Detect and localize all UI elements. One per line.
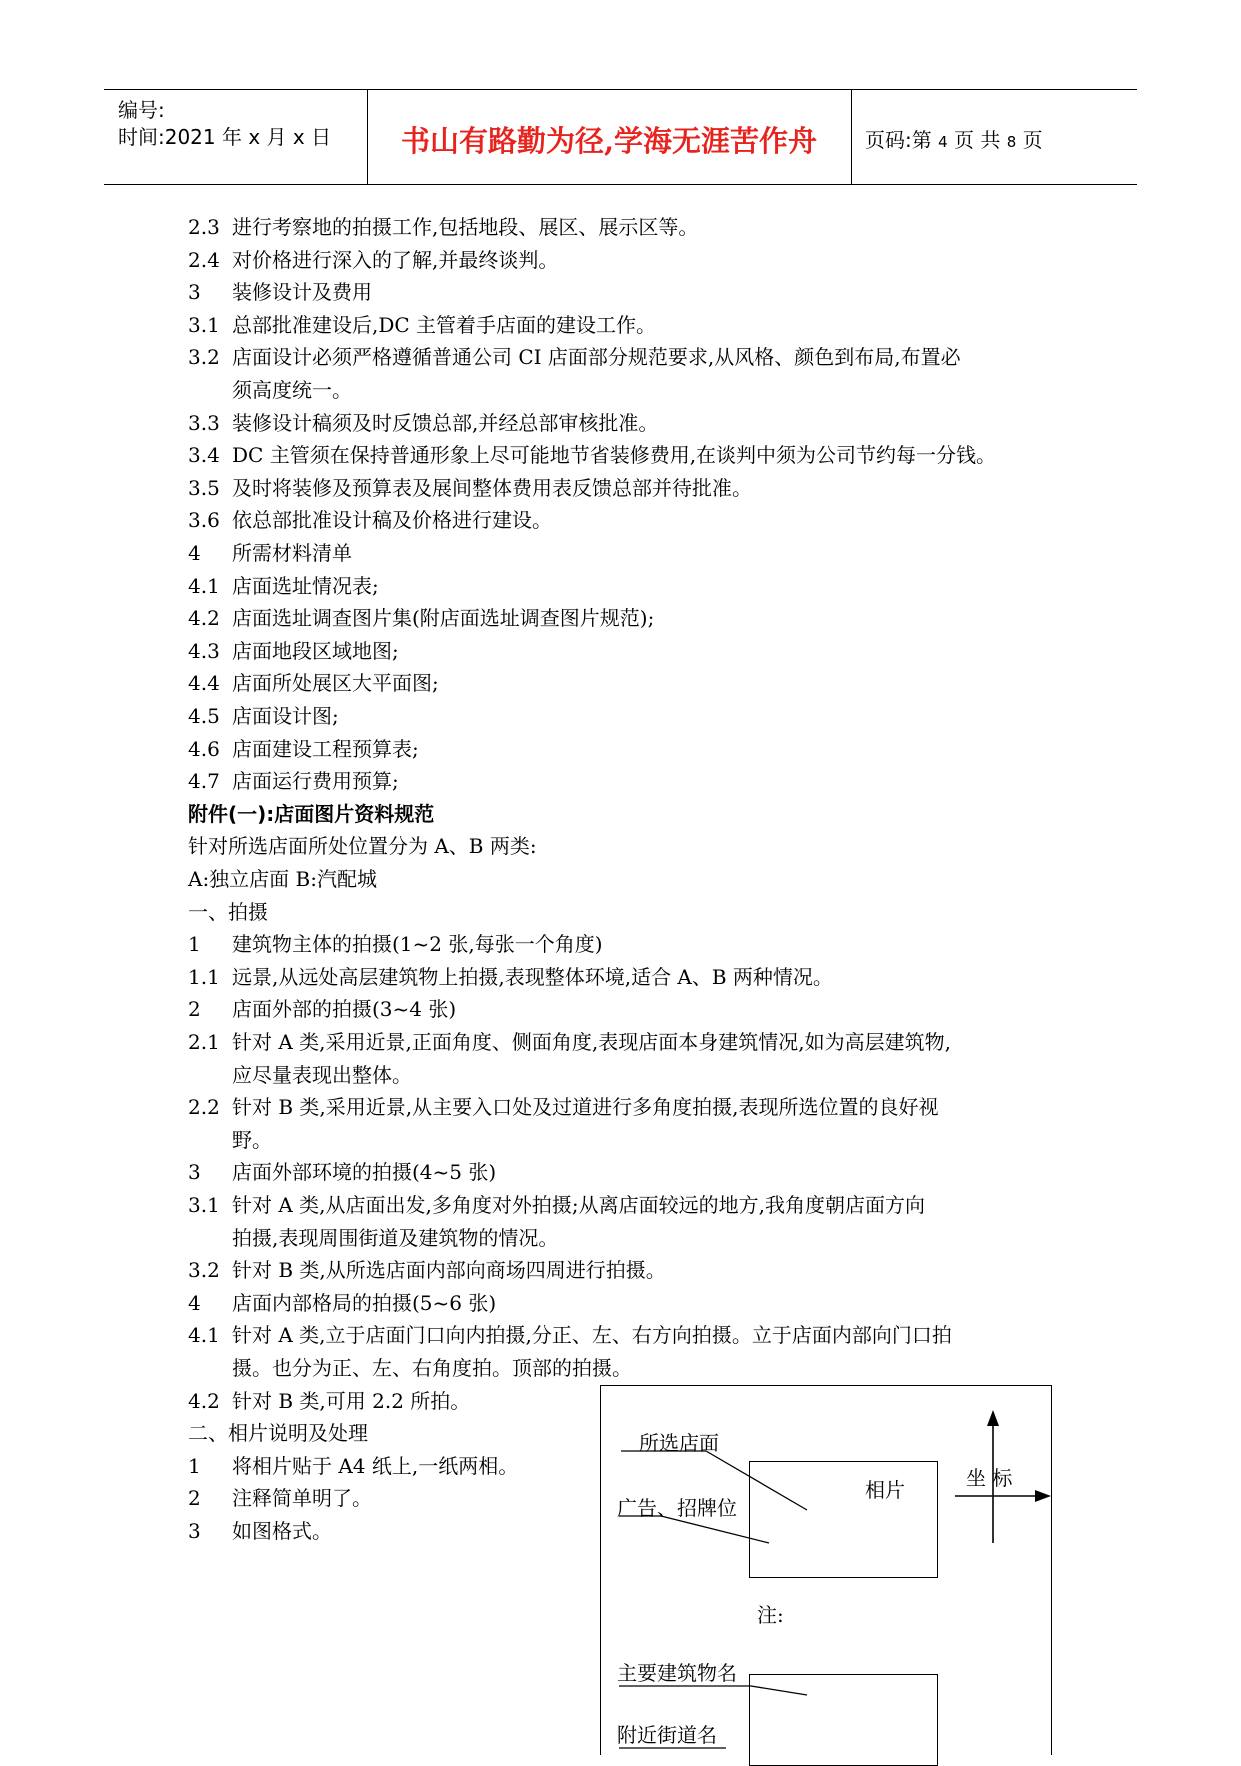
line-number: 4.1 bbox=[188, 1323, 220, 1347]
label-photo: 相片 bbox=[865, 1478, 905, 1502]
line-number: 2.3 bbox=[188, 215, 220, 239]
line-text: 店面设计必须严格遵循普通公司 CI 店面部分规范要求,从风格、颜色到布局,布置必 bbox=[232, 345, 961, 369]
line-text: 所需材料清单 bbox=[232, 541, 352, 565]
text-line bbox=[232, 1225, 558, 1251]
page-header bbox=[104, 89, 1137, 185]
text-line bbox=[232, 1062, 412, 1088]
photo-layout-diagram bbox=[600, 1385, 1052, 1755]
text-line bbox=[188, 638, 399, 664]
line-text: DC 主管须在保持普通形象上尽可能地节省装修费用,在谈判中须为公司节约每一分钱。 bbox=[232, 443, 997, 467]
line-text: 依总部批准设计稿及价格进行建设。 bbox=[232, 508, 552, 532]
line-text: 总部批准建设后,DC 主管着手店面的建设工作。 bbox=[232, 313, 657, 337]
line-text: 摄。也分为正、左、右角度拍。顶部的拍摄。 bbox=[232, 1356, 632, 1380]
text-line bbox=[188, 540, 352, 566]
line-text: 进行考察地的拍摄工作,包括地段、展区、展示区等。 bbox=[232, 215, 699, 239]
text-line bbox=[188, 605, 654, 631]
page-number bbox=[865, 124, 1043, 153]
text-line bbox=[188, 1257, 666, 1283]
line-number: 3.1 bbox=[188, 313, 220, 337]
line-number: 3 bbox=[188, 1519, 201, 1543]
header-motto-cell bbox=[367, 90, 852, 184]
text-line bbox=[188, 1322, 952, 1348]
line-number: 4 bbox=[188, 541, 201, 565]
page-current: 4 bbox=[938, 133, 948, 151]
line-text: 拍摄,表现周围街道及建筑物的情况。 bbox=[232, 1226, 559, 1250]
page-mid: 页 共 bbox=[954, 128, 1001, 152]
line-text: 建筑物主体的拍摄(1~2 张,每张一个角度) bbox=[232, 932, 603, 956]
label-ad-position: 广告、招牌位 bbox=[617, 1496, 737, 1520]
line-number: 4 bbox=[188, 1291, 201, 1315]
line-text: 及时将装修及预算表及展间整体费用表反馈总部并待批准。 bbox=[232, 476, 752, 500]
line-number: 2.4 bbox=[188, 248, 220, 272]
text-line bbox=[188, 475, 752, 501]
line-number: 4.2 bbox=[188, 606, 220, 630]
photo-frame-bottom bbox=[749, 1674, 938, 1766]
text-line bbox=[188, 1420, 368, 1446]
label-coordinate: 坐 标 bbox=[966, 1466, 1013, 1490]
line-number: 3.6 bbox=[188, 508, 220, 532]
text-line bbox=[232, 1127, 272, 1153]
line-text: 野。 bbox=[232, 1128, 272, 1152]
line-text: 应尽量表现出整体。 bbox=[232, 1063, 412, 1087]
photo-frame-top bbox=[749, 1461, 938, 1578]
line-text: 一、拍摄 bbox=[188, 900, 268, 924]
line-text: 店面外部的拍摄(3~4 张) bbox=[232, 997, 457, 1021]
line-number: 3 bbox=[188, 1160, 201, 1184]
line-number: 1 bbox=[188, 932, 201, 956]
line-text: 针对 A 类,从店面出发,多角度对外拍摄;从离店面较远的地方,我角度朝店面方向 bbox=[232, 1193, 925, 1217]
time-label: 时间:2021 年 x 月 x 日 bbox=[118, 125, 332, 149]
line-text: 店面内部格局的拍摄(5~6 张) bbox=[232, 1291, 497, 1315]
page-prefix: 页码:第 bbox=[865, 128, 932, 152]
text-line bbox=[188, 344, 961, 370]
line-number: 4.6 bbox=[188, 737, 220, 761]
text-line bbox=[188, 1518, 332, 1544]
line-text: 远景,从远处高层建筑物上拍摄,表现整体环境,适合 A、B 两种情况。 bbox=[232, 965, 833, 989]
text-line bbox=[188, 247, 558, 273]
text-line bbox=[188, 410, 658, 436]
label-selected-store: 所选店面 bbox=[639, 1431, 719, 1455]
text-line bbox=[188, 279, 372, 305]
text-line bbox=[188, 312, 656, 338]
page-total: 8 bbox=[1006, 133, 1017, 151]
line-number: 2.2 bbox=[188, 1095, 220, 1119]
line-text: 须高度统一。 bbox=[232, 378, 352, 402]
line-text: 店面所处展区大平面图; bbox=[232, 671, 439, 695]
label-nearby-street: 附近街道名 bbox=[617, 1723, 717, 1747]
text-line bbox=[188, 1192, 925, 1218]
text-line bbox=[188, 964, 833, 990]
motto-text: 书山有路勤为径,学海无涯苦作舟 bbox=[400, 124, 818, 158]
line-number: 2 bbox=[188, 997, 201, 1021]
line-text: 附件(一):店面图片资料规范 bbox=[188, 802, 435, 826]
label-note: 注: bbox=[757, 1603, 784, 1627]
line-number: 2.1 bbox=[188, 1030, 220, 1054]
line-text: 二、相片说明及处理 bbox=[188, 1421, 368, 1445]
line-number: 4.5 bbox=[188, 704, 220, 728]
line-text: 针对 B 类,可用 2.2 所拍。 bbox=[232, 1389, 471, 1413]
line-text: 店面运行费用预算; bbox=[232, 769, 399, 793]
text-line bbox=[188, 1029, 951, 1055]
text-line bbox=[188, 866, 377, 892]
line-number: 3.5 bbox=[188, 476, 220, 500]
line-text: 店面选址调查图片集(附店面选址调查图片规范); bbox=[232, 606, 655, 630]
text-line bbox=[188, 1453, 518, 1479]
line-number: 3 bbox=[188, 280, 201, 304]
line-number: 3.3 bbox=[188, 411, 220, 435]
line-number: 2 bbox=[188, 1486, 201, 1510]
line-text: 店面选址情况表; bbox=[232, 574, 379, 598]
page-suffix: 页 bbox=[1022, 128, 1043, 152]
line-number: 1 bbox=[188, 1454, 201, 1478]
text-line bbox=[188, 899, 268, 925]
text-line bbox=[188, 931, 603, 957]
line-text: 针对 A 类,采用近景,正面角度、侧面角度,表现店面本身建筑情况,如为高层建筑物, bbox=[232, 1030, 951, 1054]
text-line bbox=[232, 1355, 632, 1381]
header-meta-cell bbox=[104, 90, 368, 184]
text-line bbox=[188, 768, 399, 794]
line-text: 针对所选店面所处位置分为 A、B 两类: bbox=[188, 834, 537, 858]
line-number: 3.1 bbox=[188, 1193, 220, 1217]
line-text: 店面外部环境的拍摄(4~5 张) bbox=[232, 1160, 497, 1184]
line-text: 如图格式。 bbox=[232, 1519, 332, 1543]
line-number: 3.2 bbox=[188, 1258, 220, 1282]
line-text: 装修设计稿须及时反馈总部,并经总部审核批准。 bbox=[232, 411, 659, 435]
line-number: 1.1 bbox=[188, 965, 220, 989]
text-line bbox=[188, 736, 419, 762]
line-number: 4.3 bbox=[188, 639, 220, 663]
line-text: 针对 B 类,采用近景,从主要入口处及过道进行多角度拍摄,表现所选位置的良好视 bbox=[232, 1095, 939, 1119]
text-line bbox=[188, 1388, 470, 1414]
line-text: 针对 A 类,立于店面门口向内拍摄,分正、左、右方向拍摄。立于店面内部向门口拍 bbox=[232, 1323, 952, 1347]
text-line bbox=[188, 833, 537, 859]
text-line bbox=[188, 996, 456, 1022]
text-line bbox=[188, 670, 439, 696]
text-line bbox=[188, 507, 552, 533]
line-text: 店面地段区域地图; bbox=[232, 639, 399, 663]
text-line bbox=[188, 801, 434, 827]
arrow-right-icon bbox=[1035, 1490, 1051, 1502]
line-number: 4.1 bbox=[188, 574, 220, 598]
line-text: 装修设计及费用 bbox=[232, 280, 372, 304]
line-text: 对价格进行深入的了解,并最终谈判。 bbox=[232, 248, 559, 272]
line-number: 4.4 bbox=[188, 671, 220, 695]
line-text: 针对 B 类,从所选店面内部向商场四周进行拍摄。 bbox=[232, 1258, 666, 1282]
text-line bbox=[232, 377, 352, 403]
line-text: 注释简单明了。 bbox=[232, 1486, 372, 1510]
line-text: A:独立店面 B:汽配城 bbox=[188, 867, 377, 891]
line-text: 店面建设工程预算表; bbox=[232, 737, 419, 761]
line-number: 3.2 bbox=[188, 345, 220, 369]
header-page-cell bbox=[851, 90, 1137, 184]
text-line bbox=[188, 214, 698, 240]
text-line bbox=[188, 442, 996, 468]
text-line bbox=[188, 1159, 496, 1185]
text-line bbox=[188, 1290, 496, 1316]
line-number: 3.4 bbox=[188, 443, 220, 467]
line-number: 4.7 bbox=[188, 769, 220, 793]
line-text: 店面设计图; bbox=[232, 704, 339, 728]
text-line bbox=[188, 703, 339, 729]
line-number: 4.2 bbox=[188, 1389, 220, 1413]
text-line bbox=[188, 1094, 938, 1120]
text-line bbox=[188, 573, 379, 599]
number-label: 编号: bbox=[118, 98, 165, 122]
arrow-up-icon bbox=[987, 1410, 999, 1426]
label-main-building: 主要建筑物名 bbox=[617, 1661, 737, 1685]
line-text: 将相片贴于 A4 纸上,一纸两相。 bbox=[232, 1454, 519, 1478]
text-line bbox=[188, 1485, 372, 1511]
